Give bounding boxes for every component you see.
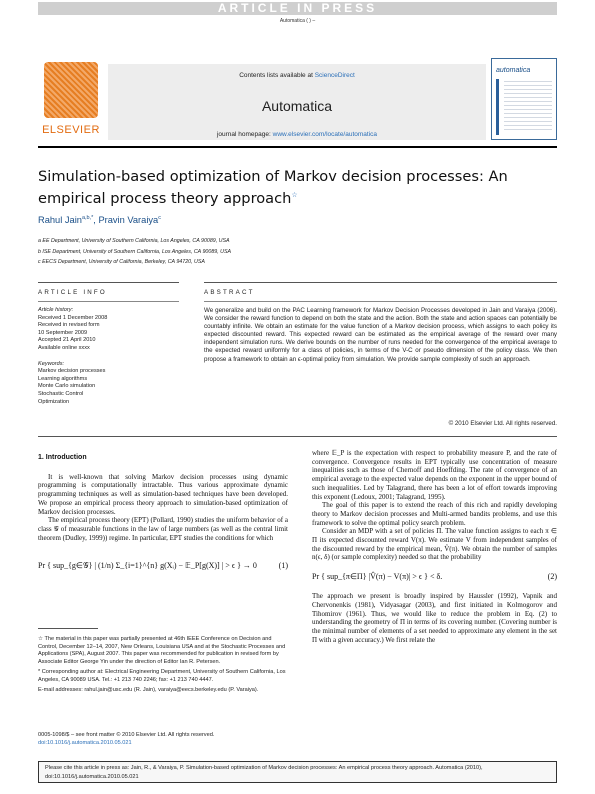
- abstract-heading: ABSTRACT: [204, 289, 255, 296]
- journal-header: [38, 58, 557, 140]
- affiliation: a EE Department, University of Southern California, Los Angeles, CA 90089, USA: [38, 238, 230, 244]
- abstract-rule-sub: [204, 301, 557, 302]
- abstract-text: We generalize and build on the PAC Learning framework for Markov Decision Processes developed in Jain and Varaiya (2006). We consider the reward function to depend on both the state and the action. Both the state and action spaces can potentially be countably infinite. We obtain an estimate for the value function of a Markov decision process, which assigns to each policy its expected discounted reward. This expected reward can be estimated as the empirical average of the reward over many independent simulation runs. We derive bounds on the number of runs needed for the convergence of the empirical average to the expected reward uniformly for a class of policies, in terms of the V-C or pseudo dimension of the policy class. We then propose a framework to obtain an ϵ-optimal policy from simulation. We provide sample complexity of such an approach.: [204, 307, 557, 363]
- header-rule: [38, 146, 557, 148]
- cite-this-article-box: Please cite this article in press as: Jain, R., & Varaiya, P. Simulation-based optimization of Markov decision processes: An empirical process theory approach. Automatica (2010), doi:10.1016/j.automatica.2010.05.021: [38, 761, 557, 783]
- equation-1: [38, 542, 288, 590]
- history-item: 10 September 2009: [38, 329, 88, 336]
- equation-2: [312, 562, 557, 592]
- paragraph: It is well-known that solving Markov decision processes using dynamic programming is computationally intractable. Thus various approximate dynamic programming techniques as well as simulation-based techniques have been developed. We propose an empirical process theory approach to simulation-based optimization of Markov decision processes.: [38, 472, 288, 516]
- history-item: Available online xxxx: [38, 344, 90, 351]
- journal-header-center: [108, 64, 486, 140]
- affiliation: b ISE Department, University of Southern California, Los Angeles, CA 90089, USA: [38, 248, 232, 255]
- author-affil-mark[interactable]: c: [158, 215, 161, 221]
- homepage-line: journal homepage: www.elsevier.com/locate/automatica: [216, 131, 378, 138]
- equation-body: Pr { sup_{π∈Π} |V̂(π) − V(π)| > ϵ } < δ.: [312, 571, 443, 581]
- keyword: Stochastic Control: [38, 390, 84, 397]
- author-list: Rahul Jain$^{a,b,*}$, Pravin Varaiya$^c$: [38, 215, 161, 226]
- footnotes: [38, 636, 288, 694]
- history-item: Received 1 December 2008: [38, 314, 108, 321]
- paragraph: The approach we present is broadly inspired by Haussler (1992), Vapnik and Chervonenkis (1981), Vidyasagar (2003), and first initiated in Kolmogorov and Tihomirov (1961). Thus, we would like to reduce the problem in Eq. (2) to understanding the geometry of Π in terms of its covering number. (Covering number is the minimal number of elements of a set needed to approximate any element in the set Π with a given accuracy.) We first relate the: [312, 592, 557, 644]
- keyword: Learning algorithms: [38, 375, 88, 382]
- article-title: Simulation-based optimization of Markov decision processes: An empirical process theory approach☆: [38, 168, 508, 207]
- right-column: [312, 449, 557, 644]
- cover-lines: [504, 81, 552, 131]
- article-info-heading: ARTICLE INFO: [38, 289, 107, 296]
- history-heading: Article history:: [38, 307, 74, 313]
- paragraph: Consider an MDP with a set of policies Π. The value function assigns to each π ∈ Π its expected discounted reward V(π). We estimate V from independent samples of the discounted reward by the empirical mean, V̂(π). We obtain the number of samples n(ϵ, δ) (or sample complexity) needed so that the probability: [312, 527, 557, 562]
- paragraph: The goal of this paper is to extend the reach of this rich and rapidly developing theory to Markov decision processes and Multi-armed bandits problems, and use this framework to solve the optimal policy search problem.: [312, 501, 557, 527]
- footnote-star: ☆ The material in this paper was partially presented at 46th IEEE Conference on Decision and Control, December 12–14, 2007, New Orleans, Louisiana USA and at the Stochastic Processes and Applications (SPA), August 2007. This paper was recommended for publication in revised form by Associate Editor George Yin under the direction of Editor Ian R. Petersen.: [38, 636, 286, 665]
- history-item: Received in revised form: [38, 322, 100, 329]
- running-citation: Automatica ( ) –: [279, 18, 316, 24]
- footnote-rule: [38, 628, 98, 629]
- journal-cover-thumbnail[interactable]: [491, 58, 557, 140]
- issn-block: [38, 731, 288, 747]
- article-in-press-banner: ARTICLE IN PRESS: [38, 2, 557, 15]
- equation-number: (2): [547, 571, 557, 581]
- footnote-corresponding: * Corresponding author at: Electrical Engineering Department, University of Southern California, Los Angeles, CA 90089 USA. Tel.: +1 213 740 2246; fax: +1 213 740 4447.: [38, 669, 286, 683]
- doi-link[interactable]: doi:10.1016/j.automatica.2010.05.021: [38, 740, 132, 746]
- info-rule-sub: [38, 301, 179, 302]
- issn-line: 0005-1098/$ – see front matter © 2010 Elsevier Ltd. All rights reserved.: [38, 732, 215, 738]
- equation-body: Pr { sup_{g∈𝒢} | (1/n) Σ_{i=1}^{n} g(Xᵢ) − 𝔼_P[g(X)] | > ϵ } → 0: [38, 560, 257, 570]
- author-name[interactable]: Rahul Jain: [38, 215, 82, 226]
- contents-line: Contents lists available at ScienceDirect: [239, 72, 355, 79]
- sciencedirect-link[interactable]: ScienceDirect: [314, 72, 355, 79]
- paragraph: where 𝔼_P is the expectation with respect to probability measure P, and the rate of convergence. Convergence results in EPT typically use concentration of measure inequalities such as those of Chernoff and Hoeffding. The rate of convergence of an empirical average to the expected value depends on the exponent in the upper bound of such inequalities. Led by Talagrand, there has been a lot of effort towards improving this exponent (Ledoux, 2001; Talagrand, 1995).: [312, 449, 557, 501]
- keyword: Optimization: [38, 398, 70, 405]
- section-heading: 1. Introduction: [38, 454, 87, 461]
- left-column: [38, 448, 288, 590]
- article-info: [38, 307, 179, 406]
- keyword: Monte Carlo simulation: [38, 383, 96, 390]
- elsevier-tree-icon: [44, 62, 98, 118]
- equation-number: (1): [278, 560, 288, 570]
- front-matter-rule: [38, 436, 557, 437]
- paragraph: The empirical process theory (EPT) (Pollard, 1990) studies the uniform behavior of a class 𝒢 of measurable functions in the law of large numbers (as well as the central limit theorem (Dudley, 1999)) regime. In particular, EPT studies the conditions for which: [38, 516, 288, 542]
- keywords-heading: Keywords:: [38, 360, 65, 367]
- elsevier-wordmark: ELSEVIER: [42, 124, 100, 136]
- cover-title: automatica: [496, 67, 531, 74]
- title-footnote-mark[interactable]: ☆: [291, 191, 298, 199]
- journal-homepage-link[interactable]: www.elsevier.com/locate/automatica: [272, 131, 378, 138]
- affiliation: c EECS Department, University of California, Berkeley, CA 94720, USA: [38, 259, 205, 265]
- abstract-rule-top: [204, 282, 557, 283]
- cover-bar: [496, 79, 499, 135]
- affiliations: [38, 236, 438, 268]
- keyword: Markov decision processes: [38, 368, 106, 375]
- elsevier-logo[interactable]: [38, 58, 104, 140]
- author-affil-mark[interactable]: a,b,*: [81, 215, 94, 221]
- journal-name: Automatica: [261, 98, 333, 114]
- abstract-copyright: © 2010 Elsevier Ltd. All rights reserved.: [448, 420, 557, 427]
- history-item: Accepted 21 April 2010: [38, 337, 96, 344]
- info-rule-top: [38, 282, 179, 283]
- author-name[interactable]: Pravin Varaiya: [98, 215, 159, 226]
- footnote-emails[interactable]: E-mail addresses: rahul.jain@usc.edu (R. Jain), varaiya@eecs.berkeley.edu (P. Varaiya).: [38, 686, 259, 693]
